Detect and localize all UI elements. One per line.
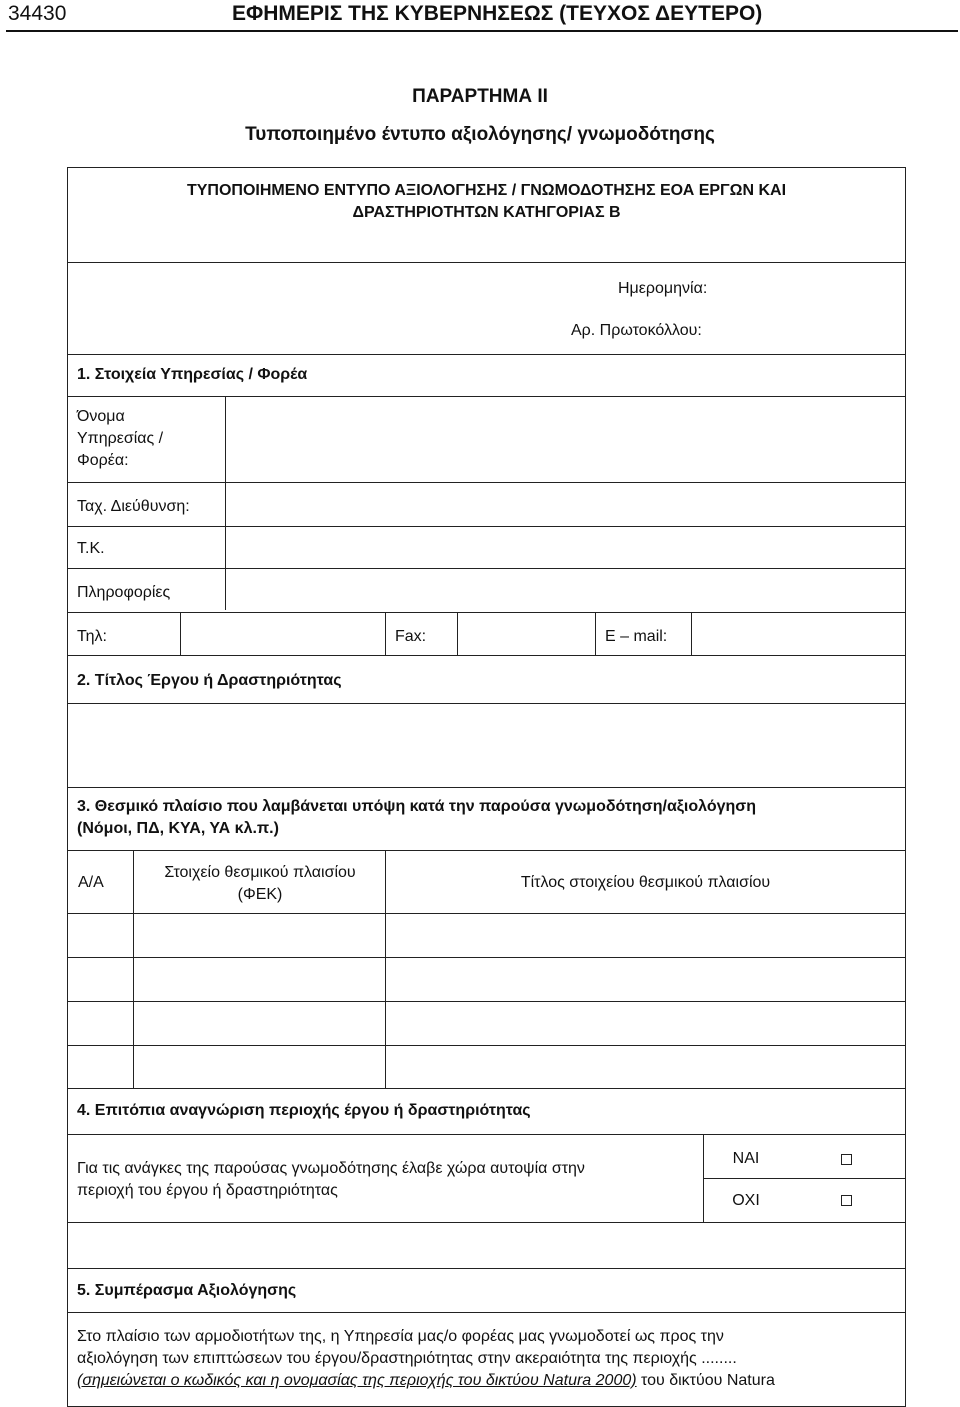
column-header-aa: Α/Α [78, 874, 104, 891]
project-title-field[interactable] [69, 705, 904, 785]
postcode-label: Τ.Κ. [77, 540, 105, 557]
info-field[interactable] [228, 570, 904, 610]
table-row[interactable] [69, 915, 904, 955]
conclusion-text: αξιολόγηση των επιπτώσεων του έργου/δραστηριότητας στην ακεραιότητα της περιοχής ........ [77, 1350, 737, 1367]
divider [67, 1312, 906, 1313]
agency-name-field[interactable] [228, 398, 904, 480]
column-header-title: Τίτλος στοιχείου θεσμικού πλαισίου [520, 874, 771, 891]
divider [67, 1088, 906, 1089]
section5-heading: 5. Συμπέρασμα Αξιολόγησης [77, 1282, 297, 1299]
form-title-line1: ΤΥΠΟΠΟΙΗΜΕΝΟ ΕΝΤΥΠΟ ΑΞΙΟΛΟΓΗΣΗΣ / ΓΝΩΜΟΔΟΤΗΣΗΣ ΕΟΑ ΕΡΓΩΝ ΚΑΙ [186, 182, 787, 199]
divider [67, 850, 906, 851]
info-label: Πληροφορίες [77, 584, 171, 601]
header-rule [6, 30, 958, 32]
cell-divider [180, 612, 181, 655]
table-row[interactable] [69, 959, 904, 999]
divider [67, 1001, 906, 1002]
divider [703, 1178, 906, 1179]
fax-field[interactable] [460, 614, 593, 654]
email-label: E – mail: [605, 628, 668, 645]
divider [67, 1268, 906, 1269]
section2-heading: 2. Τίτλος Έργου ή Δραστηριότητας [77, 672, 342, 689]
conclusion-text: Στο πλαίσιο των αρμοδιοτήτων της, η Υπηρεσία μας/ο φορέας μας γνωμοδοτεί ως προς την [77, 1328, 724, 1345]
address-label: Ταχ. Διεύθυνση: [77, 498, 190, 515]
divider [67, 1222, 906, 1223]
fax-label: Fax: [395, 628, 427, 645]
section3-heading: (Νόμοι, ΠΔ, ΚΥΑ, ΥΑ κλ.π.) [77, 820, 279, 837]
natura-suffix: του δικτύου Natura [636, 1372, 775, 1389]
tel-label: Τηλ: [77, 628, 107, 645]
address-field[interactable] [228, 484, 904, 524]
divider [67, 703, 906, 704]
divider [67, 568, 906, 569]
annex-title: ΠΑΡΑΡΤΗΜΑ ΙΙ [412, 86, 548, 107]
label-column-divider [225, 396, 226, 610]
page-number: 34430 [8, 2, 67, 25]
table-row[interactable] [69, 1047, 904, 1087]
divider [67, 262, 906, 263]
protocol-label: Αρ. Πρωτοκόλλου: [571, 322, 702, 339]
cell-divider [691, 612, 692, 655]
natura-note: (σημειώνεται ο κωδικός και η ονομασίας της περιοχής του δικτύου Natura 2000) [77, 1372, 637, 1389]
table-row[interactable] [69, 1003, 904, 1043]
site-visit-question: περιοχή του έργου ή δραστηριότητας [77, 1182, 338, 1199]
conclusion-text [77, 1370, 775, 1392]
site-visit-question: Για τις ανάγκες της παρούσας γνωμοδότησης έλαβε χώρα αυτοψία στην [77, 1160, 585, 1177]
date-label: Ημερομηνία: [618, 280, 708, 297]
section1-heading: 1. Στοιχεία Υπηρεσίας / Φορέα [77, 366, 308, 383]
yes-checkbox[interactable] [841, 1154, 852, 1165]
divider [67, 396, 906, 397]
column-header-element: (ΦΕΚ) [237, 886, 283, 903]
agency-name-label: Υπηρεσίας / [77, 430, 164, 447]
email-field[interactable] [694, 614, 904, 654]
divider [67, 1045, 906, 1046]
divider [67, 655, 906, 656]
yes-label: ΝΑΙ [732, 1150, 760, 1167]
section3-heading: 3. Θεσμικό πλαίσιο που λαμβάνεται υπόψη κατά την παρούσα γνωμοδότηση/αξιολόγηση [77, 798, 756, 815]
column-header-element: Στοιχείο θεσμικού πλαισίου [164, 864, 356, 881]
no-label: ΟΧΙ [732, 1192, 760, 1209]
cell-divider [595, 612, 596, 655]
gazette-title: ΕΦΗΜΕΡΙΣ ΤΗΣ ΚΥΒΕΡΝΗΣΕΩΣ (ΤΕΥΧΟΣ ΔΕΥΤΕΡΟ) [232, 2, 763, 25]
agency-name-label: Φορέα: [77, 452, 129, 469]
postcode-field[interactable] [228, 528, 904, 566]
cell-divider [385, 612, 386, 655]
divider [67, 913, 906, 914]
form-title-line2: ΔΡΑΣΤΗΡΙΟΤΗΤΩΝ ΚΑΤΗΓΟΡΙΑΣ Β [352, 204, 621, 221]
divider [67, 482, 906, 483]
divider [67, 526, 906, 527]
annex-subtitle: Τυποποιημένο έντυπο αξιολόγησης/ γνωμοδότησης [245, 124, 715, 145]
agency-name-label: Όνομα [77, 408, 125, 425]
no-checkbox[interactable] [841, 1195, 852, 1206]
divider [67, 354, 906, 355]
section4-heading: 4. Επιτόπια αναγνώριση περιοχής έργου ή δραστηριότητας [77, 1102, 531, 1119]
divider [67, 612, 906, 613]
divider [67, 957, 906, 958]
cell-divider [457, 612, 458, 655]
divider [67, 1134, 906, 1135]
tel-field[interactable] [183, 614, 383, 654]
divider [67, 787, 906, 788]
